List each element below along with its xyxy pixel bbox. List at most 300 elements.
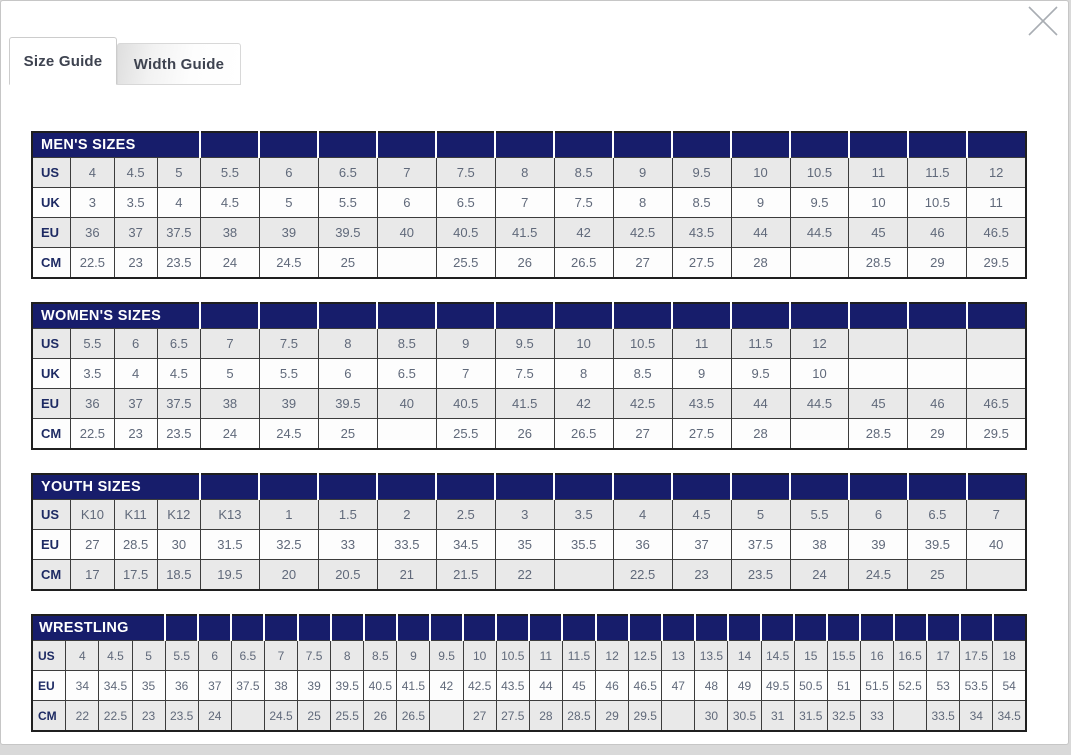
size-cell: 4.5 <box>114 158 157 188</box>
size-cell: 23.5 <box>165 701 198 732</box>
size-cell: 51 <box>827 671 860 701</box>
size-cell: 43.5 <box>672 389 731 419</box>
size-cell: 41.5 <box>397 671 430 701</box>
row-label: EU <box>32 389 71 419</box>
size-cell: 26 <box>364 701 397 732</box>
header-cell-empty <box>298 615 331 641</box>
size-cell: 6.5 <box>157 329 200 359</box>
size-cell: 27 <box>613 248 672 279</box>
size-cell: 6 <box>849 500 908 530</box>
table-title: WOMEN'S SIZES <box>32 303 200 329</box>
size-cell: 11 <box>849 158 908 188</box>
size-cell: 5 <box>259 188 318 218</box>
size-cell: 47 <box>662 671 695 701</box>
size-cell: 14 <box>728 641 761 671</box>
header-cell-empty <box>596 615 629 641</box>
header-cell-empty <box>436 303 495 329</box>
header-cell-empty <box>198 615 231 641</box>
size-cell: 46 <box>596 671 629 701</box>
size-row-cm <box>32 560 1026 591</box>
size-cell: 34.5 <box>99 671 132 701</box>
size-cell: 36 <box>613 530 672 560</box>
header-cell-empty <box>264 615 297 641</box>
size-cell: 31.5 <box>794 701 827 732</box>
size-cell: 53.5 <box>960 671 993 701</box>
header-cell-empty <box>908 474 967 500</box>
size-cell: 19.5 <box>200 560 259 591</box>
size-cell: 20 <box>259 560 318 591</box>
header-cell-empty <box>318 303 377 329</box>
header-cell-empty <box>495 474 554 500</box>
size-cell: 36 <box>71 218 114 248</box>
size-cell: 1.5 <box>318 500 377 530</box>
size-cell: 27 <box>613 419 672 450</box>
size-cell: 40.5 <box>364 671 397 701</box>
header-cell-empty <box>967 303 1026 329</box>
size-cell: 30 <box>157 530 200 560</box>
size-cell: 44.5 <box>790 389 849 419</box>
size-cell: 9 <box>672 359 731 389</box>
size-cell: 44.5 <box>790 218 849 248</box>
size-cell: 41.5 <box>495 218 554 248</box>
size-cell: 39 <box>849 530 908 560</box>
size-cell: 22.5 <box>71 419 114 450</box>
size-cell: 44 <box>731 218 790 248</box>
size-cell: 42 <box>554 218 613 248</box>
size-cell: 27 <box>463 701 496 732</box>
size-cell <box>894 701 927 732</box>
size-cell: 2.5 <box>436 500 495 530</box>
header-cell-empty <box>436 132 495 158</box>
header-cell-empty <box>629 615 662 641</box>
size-cell: 9.5 <box>430 641 463 671</box>
header-cell-empty <box>165 615 198 641</box>
size-cell: 24 <box>198 701 231 732</box>
size-cell: 10 <box>463 641 496 671</box>
size-cell: 6.5 <box>908 500 967 530</box>
size-cell: 9 <box>613 158 672 188</box>
size-cell: 11.5 <box>562 641 595 671</box>
header-cell-empty <box>495 132 554 158</box>
size-cell: 15 <box>794 641 827 671</box>
header-cell-empty <box>259 474 318 500</box>
size-cell: 27.5 <box>496 701 529 732</box>
header-cell-empty <box>672 474 731 500</box>
size-cell: 12 <box>790 329 849 359</box>
size-cell: 4.5 <box>99 641 132 671</box>
size-cell: 26.5 <box>554 419 613 450</box>
size-tables <box>31 131 1027 755</box>
size-cell: 37 <box>198 671 231 701</box>
size-cell: 22 <box>495 560 554 591</box>
tab-bar <box>9 37 241 85</box>
size-cell: 7.5 <box>259 329 318 359</box>
header-cell-empty <box>790 474 849 500</box>
header-cell-empty <box>331 615 364 641</box>
size-row-cm <box>32 419 1026 450</box>
size-cell: 25 <box>318 248 377 279</box>
size-cell: 8 <box>495 158 554 188</box>
size-cell: 24.5 <box>259 419 318 450</box>
size-table-women-s-sizes <box>31 302 1027 450</box>
size-cell: 7 <box>495 188 554 218</box>
size-cell: 51.5 <box>860 671 893 701</box>
tab-size-guide[interactable] <box>9 37 117 85</box>
size-cell <box>662 701 695 732</box>
size-cell: 25 <box>298 701 331 732</box>
header-cell-empty <box>894 615 927 641</box>
size-cell: 53 <box>927 671 960 701</box>
size-cell: 29 <box>908 419 967 450</box>
size-cell <box>790 419 849 450</box>
size-cell: 34 <box>66 671 99 701</box>
size-cell: 17 <box>71 560 114 591</box>
size-cell: 28.5 <box>114 530 157 560</box>
size-cell: 5.5 <box>318 188 377 218</box>
header-cell-empty <box>397 615 430 641</box>
header-cell-empty <box>613 303 672 329</box>
size-cell: 28.5 <box>849 248 908 279</box>
size-cell: 10.5 <box>613 329 672 359</box>
size-cell: 9.5 <box>672 158 731 188</box>
row-label: EU <box>32 218 71 248</box>
size-cell: 25.5 <box>436 248 495 279</box>
size-row-cm <box>32 701 1026 732</box>
header-cell-empty <box>463 615 496 641</box>
row-label: CM <box>32 701 66 732</box>
row-label: UK <box>32 359 71 389</box>
size-cell: 5.5 <box>71 329 114 359</box>
size-cell: 32.5 <box>259 530 318 560</box>
size-cell: 46 <box>908 389 967 419</box>
size-cell: 23.5 <box>157 419 200 450</box>
row-label: CM <box>32 419 71 450</box>
size-cell: 7 <box>377 158 436 188</box>
header-cell-empty <box>377 303 436 329</box>
header-cell-empty <box>377 474 436 500</box>
header-cell-empty <box>761 615 794 641</box>
size-cell: 9.5 <box>495 329 554 359</box>
size-cell: 30.5 <box>728 701 761 732</box>
size-cell: 14.5 <box>761 641 794 671</box>
size-cell: 37.5 <box>231 671 264 701</box>
size-cell: 49.5 <box>761 671 794 701</box>
header-cell-empty <box>562 615 595 641</box>
table-header-row <box>32 474 1026 500</box>
size-cell: 6.5 <box>231 641 264 671</box>
size-cell: 6.5 <box>377 359 436 389</box>
size-cell: 28 <box>731 419 790 450</box>
size-cell: 25 <box>318 419 377 450</box>
size-cell: 30 <box>695 701 728 732</box>
size-cell: 4 <box>66 641 99 671</box>
size-cell: 10.5 <box>908 188 967 218</box>
header-cell-empty <box>377 132 436 158</box>
size-cell: 46.5 <box>967 389 1026 419</box>
size-cell: 10 <box>790 359 849 389</box>
size-row-eu <box>32 530 1026 560</box>
header-cell-empty <box>554 303 613 329</box>
size-cell: 7.5 <box>554 188 613 218</box>
size-cell: 33.5 <box>927 701 960 732</box>
header-cell-empty <box>259 132 318 158</box>
header-cell-empty <box>731 132 790 158</box>
size-cell: 24.5 <box>259 248 318 279</box>
size-cell: 26.5 <box>554 248 613 279</box>
size-cell: 6 <box>377 188 436 218</box>
size-cell: 1 <box>259 500 318 530</box>
header-cell-empty <box>731 303 790 329</box>
size-cell: 3.5 <box>554 500 613 530</box>
size-cell: 52.5 <box>894 671 927 701</box>
row-label: CM <box>32 248 71 279</box>
size-cell: 26.5 <box>397 701 430 732</box>
size-cell: 34.5 <box>436 530 495 560</box>
size-cell: 5 <box>731 500 790 530</box>
size-cell: 36 <box>165 671 198 701</box>
size-cell: 29 <box>908 248 967 279</box>
header-cell-empty <box>827 615 860 641</box>
size-cell: 7.5 <box>436 158 495 188</box>
header-cell-empty <box>613 474 672 500</box>
size-cell: 4.5 <box>200 188 259 218</box>
size-cell: 28.5 <box>562 701 595 732</box>
size-table-men-s-sizes <box>31 131 1027 279</box>
size-cell: 6.5 <box>318 158 377 188</box>
size-cell: 35 <box>132 671 165 701</box>
header-cell-empty <box>672 303 731 329</box>
size-cell: K10 <box>71 500 114 530</box>
row-label: EU <box>32 530 71 560</box>
size-cell: 17.5 <box>114 560 157 591</box>
size-cell: 26 <box>495 248 554 279</box>
header-cell-empty <box>790 303 849 329</box>
row-label: US <box>32 641 66 671</box>
header-cell-empty <box>613 132 672 158</box>
header-cell-empty <box>860 615 893 641</box>
size-cell <box>908 359 967 389</box>
header-cell-empty <box>967 132 1026 158</box>
size-cell: 4.5 <box>157 359 200 389</box>
size-cell <box>967 359 1026 389</box>
size-cell <box>908 329 967 359</box>
size-cell: 2 <box>377 500 436 530</box>
size-cell: 12.5 <box>629 641 662 671</box>
size-cell: 5.5 <box>200 158 259 188</box>
size-cell: 5 <box>157 158 200 188</box>
size-cell: 37.5 <box>731 530 790 560</box>
size-cell: 7 <box>436 359 495 389</box>
header-cell-empty <box>430 615 463 641</box>
size-cell: 16 <box>860 641 893 671</box>
size-cell: 18 <box>993 641 1026 671</box>
size-cell: 35 <box>495 530 554 560</box>
size-cell: 25 <box>908 560 967 591</box>
size-cell: 11 <box>529 641 562 671</box>
row-label: CM <box>32 560 71 591</box>
size-cell: 7 <box>200 329 259 359</box>
size-cell: 27.5 <box>672 419 731 450</box>
size-cell <box>849 359 908 389</box>
size-cell: 29.5 <box>629 701 662 732</box>
header-cell-empty <box>200 474 259 500</box>
size-cell: 9 <box>397 641 430 671</box>
tab-width-guide[interactable] <box>117 43 241 85</box>
size-cell: 38 <box>200 218 259 248</box>
size-cell: 25.5 <box>436 419 495 450</box>
size-cell: 5.5 <box>165 641 198 671</box>
size-cell: 39.5 <box>908 530 967 560</box>
size-cell: 42 <box>554 389 613 419</box>
size-cell: 3.5 <box>71 359 114 389</box>
size-cell: 23.5 <box>157 248 200 279</box>
size-cell: 8 <box>554 359 613 389</box>
size-cell: 20.5 <box>318 560 377 591</box>
header-cell-empty <box>318 132 377 158</box>
size-cell: 6 <box>318 359 377 389</box>
size-cell: 3 <box>495 500 554 530</box>
size-cell: 24 <box>790 560 849 591</box>
size-cell: 41.5 <box>495 389 554 419</box>
size-cell: 7.5 <box>298 641 331 671</box>
size-cell <box>554 560 613 591</box>
size-cell: 8.5 <box>377 329 436 359</box>
size-cell: 29 <box>596 701 629 732</box>
size-cell: 8.5 <box>672 188 731 218</box>
size-cell: 12 <box>967 158 1026 188</box>
header-cell-empty <box>318 474 377 500</box>
size-table-youth-sizes <box>31 473 1027 591</box>
size-cell: 4 <box>157 188 200 218</box>
close-icon <box>1024 3 1062 41</box>
size-cell: 8.5 <box>613 359 672 389</box>
header-cell-empty <box>908 132 967 158</box>
size-cell: 33 <box>318 530 377 560</box>
size-cell: 7 <box>264 641 297 671</box>
size-cell: 44 <box>731 389 790 419</box>
size-cell: 54 <box>993 671 1026 701</box>
size-cell: 31 <box>761 701 794 732</box>
size-cell: 5 <box>132 641 165 671</box>
size-cell: 9.5 <box>731 359 790 389</box>
size-cell: 8.5 <box>554 158 613 188</box>
size-cell: 5.5 <box>790 500 849 530</box>
row-label: UK <box>32 188 71 218</box>
row-label: US <box>32 158 71 188</box>
size-cell: 8 <box>331 641 364 671</box>
size-cell: 6 <box>114 329 157 359</box>
size-cell: 12 <box>596 641 629 671</box>
header-cell-empty <box>849 132 908 158</box>
size-cell: K11 <box>114 500 157 530</box>
size-cell: 23.5 <box>731 560 790 591</box>
header-cell-empty <box>436 474 495 500</box>
header-cell-empty <box>728 615 761 641</box>
size-row-uk <box>32 188 1026 218</box>
size-cell: 8 <box>613 188 672 218</box>
size-cell: 10 <box>849 188 908 218</box>
size-cell: 43.5 <box>672 218 731 248</box>
table-title: YOUTH SIZES <box>32 474 200 500</box>
size-cell: 39 <box>259 389 318 419</box>
size-cell: 23 <box>672 560 731 591</box>
size-cell: 46.5 <box>629 671 662 701</box>
size-cell: 18.5 <box>157 560 200 591</box>
size-cell <box>967 560 1026 591</box>
size-cell: 24.5 <box>264 701 297 732</box>
size-cell <box>849 329 908 359</box>
header-cell-empty <box>231 615 264 641</box>
size-cell: 8.5 <box>364 641 397 671</box>
size-cell: 23 <box>132 701 165 732</box>
size-cell: 24 <box>200 419 259 450</box>
size-cell: 9 <box>731 188 790 218</box>
size-cell: 4.5 <box>672 500 731 530</box>
header-cell-empty <box>662 615 695 641</box>
size-cell: 9 <box>436 329 495 359</box>
header-cell-empty <box>200 303 259 329</box>
header-cell-empty <box>495 303 554 329</box>
size-cell: 28 <box>529 701 562 732</box>
size-cell: 45 <box>849 389 908 419</box>
size-cell: 21.5 <box>436 560 495 591</box>
size-cell: 23 <box>114 248 157 279</box>
header-cell-empty <box>496 615 529 641</box>
header-cell-empty <box>529 615 562 641</box>
header-cell-empty <box>993 615 1026 641</box>
size-cell: 23 <box>114 419 157 450</box>
header-cell-empty <box>364 615 397 641</box>
size-cell: 22.5 <box>99 701 132 732</box>
header-cell-empty <box>849 474 908 500</box>
size-cell: 10.5 <box>496 641 529 671</box>
size-cell: 40 <box>967 530 1026 560</box>
size-cell: 11.5 <box>731 329 790 359</box>
tab-size-guide-label: Size Guide <box>23 52 103 70</box>
size-cell: 15.5 <box>827 641 860 671</box>
size-cell: 43.5 <box>496 671 529 701</box>
size-cell: 29.5 <box>967 419 1026 450</box>
size-cell <box>967 329 1026 359</box>
header-cell-empty <box>849 303 908 329</box>
size-cell: 39.5 <box>318 218 377 248</box>
size-cell: 28.5 <box>849 419 908 450</box>
size-cell: 7.5 <box>495 359 554 389</box>
size-cell: 38 <box>264 671 297 701</box>
size-row-us <box>32 641 1026 671</box>
size-cell: 25.5 <box>331 701 364 732</box>
size-cell: 5.5 <box>259 359 318 389</box>
size-cell: 42 <box>430 671 463 701</box>
size-row-eu <box>32 389 1026 419</box>
size-cell: 6 <box>259 158 318 188</box>
size-cell: 46.5 <box>967 218 1026 248</box>
size-cell: 49 <box>728 671 761 701</box>
size-cell: 40.5 <box>436 389 495 419</box>
header-cell-empty <box>794 615 827 641</box>
size-cell: K12 <box>157 500 200 530</box>
size-cell: 9.5 <box>790 188 849 218</box>
size-cell: 38 <box>790 530 849 560</box>
close-button[interactable] <box>1024 3 1062 41</box>
row-label: US <box>32 329 71 359</box>
header-cell-empty <box>695 615 728 641</box>
size-cell: 3.5 <box>114 188 157 218</box>
size-row-us <box>32 329 1026 359</box>
header-cell-empty <box>554 474 613 500</box>
size-cell: 13.5 <box>695 641 728 671</box>
size-cell: 39.5 <box>318 389 377 419</box>
